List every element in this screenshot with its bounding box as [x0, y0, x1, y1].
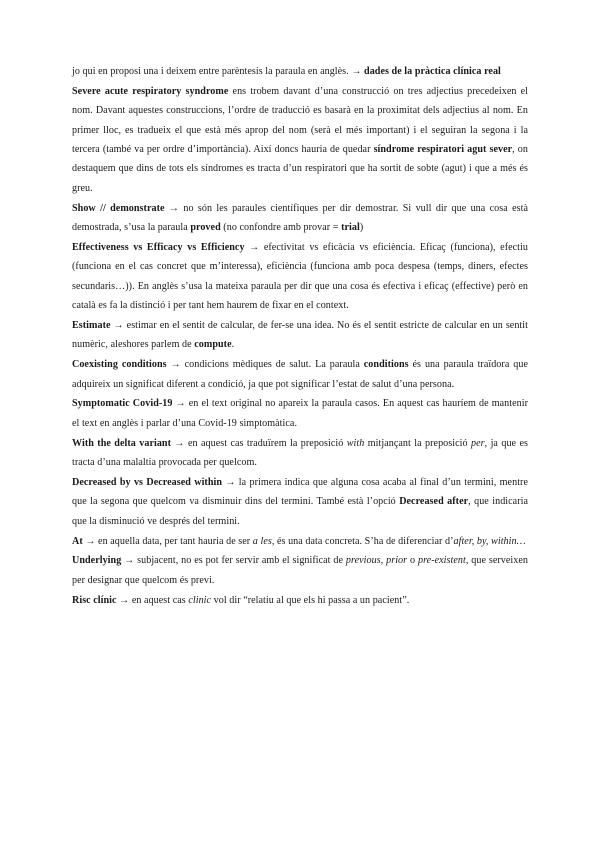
term-bold: Show // demonstrate	[72, 202, 165, 214]
text-run: → en aquella data, per tant hauria de ser	[82, 535, 253, 547]
term-bold: compute	[194, 339, 232, 351]
text-run: → en aquest cas traduïrem la preposició	[171, 437, 347, 449]
term-bold: Underlying	[72, 555, 122, 567]
term-bold: Decreased after	[399, 496, 469, 508]
term-bold: conditions	[363, 359, 409, 371]
paragraph	[72, 473, 528, 531]
text-run: vol dir “relatiu al que els hi passa a un pacient”.	[211, 594, 410, 606]
term-italic: with	[346, 437, 365, 449]
term-bold: Estimate	[72, 319, 111, 331]
text-run: .	[231, 339, 235, 351]
term-italic: previous	[345, 555, 381, 567]
text-run: , que serveixen per designar que quelcom és previ.	[72, 555, 528, 586]
text-run: és una paraula traïdora que adquireix un significat diferent a condició, ja que pot significar l’estat de salut d’una persona.	[72, 359, 528, 390]
text-run: → en aquest cas	[116, 594, 189, 606]
term-bold: Effectiveness vs Efficacy vs Efficiency	[72, 241, 245, 253]
paragraph	[72, 394, 528, 433]
term-bold: Coexisting conditions	[72, 359, 167, 371]
text-run: , on destaquem que dins de tots els síndromes es tracta d’un respiratori que ha sortit de sobte (agut) i que a més és greu.	[72, 144, 529, 194]
text-run: → estimar en el sentit de calcular, de fer-se una idea. No és el sentit estricte de calcular en un sentit numèric, aleshores parlem de	[72, 319, 528, 351]
paragraph	[72, 551, 528, 590]
text-run: → subjacent, no es pot fer servir amb el significat de	[121, 555, 346, 567]
term-bold: Risc clínic	[72, 594, 117, 606]
term-italic: clinic	[188, 594, 212, 606]
paragraph	[72, 62, 528, 81]
paragraph	[72, 316, 528, 355]
paragraph	[72, 355, 528, 394]
text-run: → la primera indica que alguna cosa acaba al final d’un termini, mentre que la segona que quelcom va disminuir dins del termini. També està l’opció	[72, 476, 528, 508]
text-run: , ja que es tracta d’una malaltia provocada per quelcom.	[72, 437, 528, 468]
term-bold: síndrome respiratori agut sever	[373, 144, 513, 155]
term-bold: dades de la pràctica clínica real	[364, 66, 501, 77]
term-bold: trial	[341, 222, 360, 233]
text-run: )	[359, 222, 364, 233]
text-run: jo qui en proposi una i deixem entre parèntesis la paraula en anglès.	[72, 66, 352, 77]
paragraph	[72, 238, 528, 316]
paragraph	[72, 532, 528, 551]
text-run: , que indicaria que la disminució ve després del termini.	[72, 496, 529, 527]
paragraph	[72, 591, 528, 610]
term-italic: after, by, within…	[453, 535, 526, 547]
term-italic: prior	[386, 555, 408, 567]
term-bold: At	[72, 535, 83, 547]
term-bold: With the delta variant	[72, 437, 172, 449]
paragraph	[72, 199, 528, 238]
paragraph	[72, 82, 528, 198]
text-run: →	[351, 66, 365, 77]
term-bold: Symptomatic Covid-19	[72, 398, 173, 410]
term-bold: Decreased by vs Decreased within	[72, 476, 223, 488]
text-run: , és una data concreta. S’ha de diferenciar d’	[271, 535, 454, 547]
term-italic: per	[470, 437, 485, 449]
text-run: → en el text original no apareix la paraula casos. En aquest cas hauríem de mantenir el text en anglès i parlar d’una Covid-19 simptomàtica.	[72, 398, 528, 429]
text-run: → no són les paraules científiques per dir demostrar. Si vull dir que una cosa està demostrada, s’usa la paraula	[72, 202, 529, 233]
text-run: o	[407, 555, 418, 567]
text-run: → condicions mèdiques de salut. La paraula	[166, 359, 364, 371]
text-run: mitjançant la preposició	[364, 437, 471, 449]
text-run: ens trobem davant d’una construcció on tres adjectius precedeixen el nom. Davant aquestes construccions, l’ordre de traducció es basarà en la proximitat dels adjectius al nom. En primer lloc, es tradueix el que està més aprop del nom (serà el més important) i el seguiran la segona i la tercera (també va per ordre d’importància). Així doncs hauria de quedar	[72, 85, 528, 155]
document-body	[72, 62, 528, 610]
term-bold: Severe acute respiratory syndrome	[72, 85, 229, 97]
text-run: → efectivitat vs eficàcia vs eficiència. Eficaç (funciona), efectiu (funciona en el cas concret que m’interessa), eficiència (funciona amb poca despesa (temps, diners, efectes secundaris…)). En anglès s’usa la mateixa paraula per dir que una cosa és efectiva i eficaç (effective) però en català es fa la distinció i per tant hem haurem de fixar en el context.	[72, 241, 528, 311]
text-run: (no confondre amb provar =	[220, 222, 342, 233]
paragraph	[72, 434, 528, 473]
term-italic: a les	[252, 535, 272, 547]
text-run: ,	[380, 555, 387, 567]
term-italic: pre-existent	[417, 555, 466, 567]
term-bold: proved	[190, 222, 221, 233]
